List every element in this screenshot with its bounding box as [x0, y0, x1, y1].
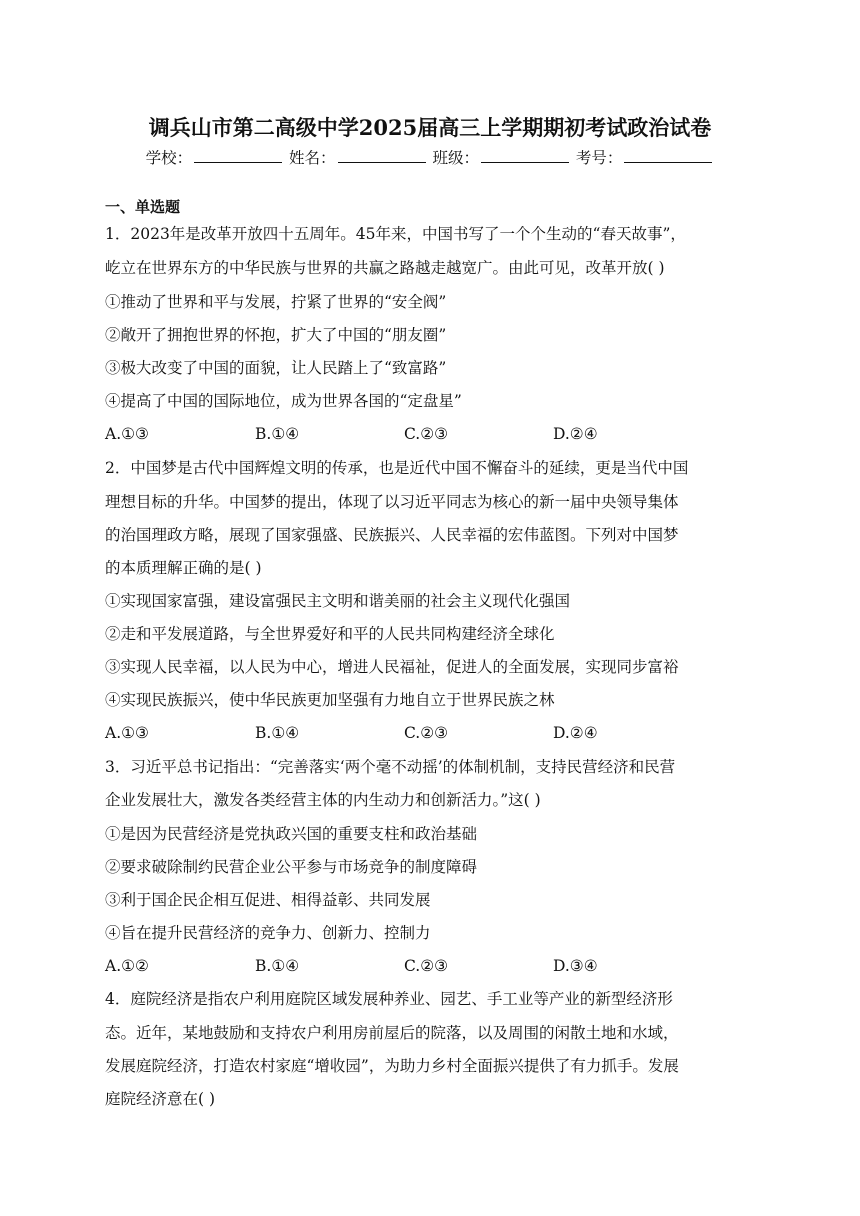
question-4-line: 发展庭院经济，打造农村家庭“增收园”，为助力乡村全面振兴提供了有力抓手。发展 — [105, 1057, 679, 1075]
question-3-statement: ④旨在提升民营经济的竞争力、创新力、控制力 — [105, 924, 431, 942]
question-1-line: 1．2023年是改革开放四十五周年。45年来，中国书写了一个个生动的“春天故事”， — [105, 225, 686, 243]
option-d: D.②④ — [553, 724, 598, 742]
question-3-statement: ②要求破除制约民营企业公平参与市场竞争的制度障碍 — [105, 858, 478, 876]
option-a: A.①③ — [105, 724, 149, 742]
option-c: C.②③ — [404, 724, 449, 742]
class-label: 班级： — [432, 149, 479, 167]
question-4-line: 庭院经济意在( ) — [105, 1090, 216, 1108]
option-b: B.①④ — [255, 724, 300, 742]
question-3-line: 3．习近平总书记指出：“完善落实‘两个毫不动摇’的体制机制，支持民营经济和民营 — [105, 758, 676, 776]
question-2-line: 的治国理政方略，展现了国家强盛、民族振兴、人民幸福的宏伟蓝图。下列对中国梦 — [105, 526, 679, 544]
section-heading: 一、单选题 — [105, 198, 181, 216]
page-title: 调兵山市第二高级中学2025届高三上学期期初考试政治试卷 — [148, 115, 712, 140]
name-blank — [338, 150, 426, 163]
exam-no-label: 考号： — [575, 149, 623, 167]
question-1-statement: ④提高了中国的国际地位，成为世界各国的“定盘星” — [105, 392, 462, 410]
question-1-statement: ①推动了世界和平与发展，拧紧了世界的“安全阀” — [105, 293, 447, 311]
option-b: B.①④ — [255, 425, 300, 443]
school-label: 学校： — [145, 149, 193, 167]
question-2-statement: ②走和平发展道路，与全世界爱好和平的人民共同构建经济全球化 — [105, 625, 555, 643]
option-d: D.③④ — [553, 957, 598, 975]
option-b: B.①④ — [255, 957, 300, 975]
question-2-statement: ①实现国家富强，建设富强民主文明和谐美丽的社会主义现代化强国 — [105, 592, 571, 610]
question-2-statement: ③实现人民幸福，以人民为中心，增进人民福祉，促进人的全面发展，实现同步富裕 — [105, 658, 679, 676]
question-2-line: 2．中国梦是古代中国辉煌文明的传承，也是近代中国不懈奋斗的延续，更是当代中国 — [105, 459, 689, 477]
option-a: A.①③ — [105, 425, 149, 443]
option-a: A.①② — [105, 957, 149, 975]
question-2-line: 的本质理解正确的是( ) — [105, 559, 262, 577]
question-3-line: 企业发展壮大，激发各类经营主体的内生动力和创新活力。”这( ) — [105, 791, 541, 809]
question-1-statement: ②敞开了拥抱世界的怀抱，扩大了中国的“朋友圈” — [105, 326, 447, 344]
question-2-statement: ④实现民族振兴，使中华民族更加坚强有力地自立于世界民族之林 — [105, 691, 555, 709]
school-blank — [194, 150, 282, 163]
student-info-row — [0, 146, 860, 168]
question-3-statement: ③利于国企民企相互促进、相得益彰、共同发展 — [105, 891, 431, 909]
question-1-statement: ③极大改变了中国的面貌，让人民踏上了“致富路” — [105, 359, 447, 377]
name-label: 姓名： — [289, 149, 336, 167]
question-4-line: 态。近年，某地鼓励和支持农户利用房前屋后的院落，以及周围的闲散土地和水域， — [105, 1024, 679, 1042]
exam-no-blank — [624, 150, 712, 163]
question-1-line: 屹立在世界东方的中华民族与世界的共赢之路越走越宽广。由此可见，改革开放( ) — [105, 259, 665, 277]
question-4-line: 4．庭院经济是指农户利用庭院区域发展种养业、园艺、手工业等产业的新型经济形 — [105, 990, 673, 1008]
option-c: C.②③ — [404, 957, 449, 975]
question-3-statement: ①是因为民营经济是党执政兴国的重要支柱和政治基础 — [105, 825, 478, 843]
option-c: C.②③ — [404, 425, 449, 443]
question-2-line: 理想目标的升华。中国梦的提出，体现了以习近平同志为核心的新一届中央领导集体 — [105, 493, 679, 511]
class-blank — [481, 150, 569, 163]
option-d: D.②④ — [553, 425, 598, 443]
